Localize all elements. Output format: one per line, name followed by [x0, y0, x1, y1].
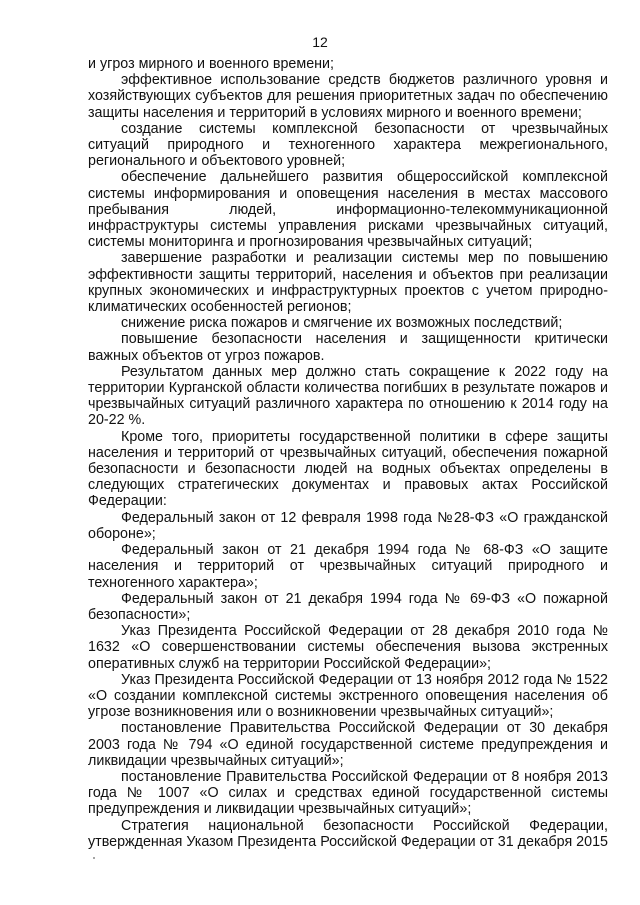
paragraph: создание системы комплексной безопасности от чрезвычайных ситуаций природного и техногенного характера межрегионального, регионального и объектового уровней;: [88, 120, 608, 170]
paragraph: снижение риска пожаров и смягчение их возможных последствий;: [121, 315, 563, 332]
paragraph: Федеральный закон от 21 декабря 1994 года № 68-ФЗ «О защите населения и территорий от чрезвычайных ситуаций природного и техногенного характера»;: [88, 542, 608, 591]
paragraph: завершение разработки и реализации системы мер по повышению эффективности защиты территорий, населения и объектов при реализации крупных экономических и инфраструктурных проектов с учетом природно-климатических особенностей регионов;: [88, 250, 608, 316]
paragraph: постановление Правительства Российской Федерации от 8 ноября 2013 года № 1007 «О силах и средствах единой государственной системы предупреждения и ликвидации чрезвычайных ситуаций»;: [88, 768, 608, 818]
paragraph: Результатом данных мер должно стать сокращение к 2022 году на территории Курганской области количества погибших в результате пожаров и чрезвычайных ситуаций различного характера по отношению к 2014 году на 20-22 %.: [88, 363, 608, 429]
scan-speck: [93, 857, 95, 859]
page-number: 12: [312, 34, 328, 50]
paragraph: и угроз мирного и военного времени;: [88, 56, 335, 72]
paragraph: Указ Президента Российской Федерации от 13 ноября 2012 года № 1522 «О создании комплексной системы экстренного оповещения населения об угрозе возникновения или о возникновении чрезвычайных ситуаций»;: [88, 671, 608, 721]
paragraph: постановление Правительства Российской Федерации от 30 декабря 2003 года № 794 «О единой государственной системе предупреждения и ликвидации чрезвычайных ситуаций»;: [88, 720, 608, 769]
document-body: [88, 56, 608, 850]
paragraph: Федеральный закон от 21 декабря 1994 года № 69-ФЗ «О пожарной безопасности»;: [88, 590, 608, 623]
paragraph: повышение безопасности населения и защищенности критически важных объектов от угроз пожаров.: [88, 331, 608, 364]
paragraph: эффективное использование средств бюджетов различного уровня и хозяйствующих субъектов для решения приоритетных задач по обеспечению защиты населения и территорий в условиях мирного и военного времени;: [88, 72, 608, 121]
paragraph: Указ Президента Российской Федерации от 28 декабря 2010 года № 1632 «О совершенствовании системы обеспечения вызова экстренных оперативных служб на территории Российской Федерации»;: [88, 623, 608, 672]
paragraph: обеспечение дальнейшего развития общероссийской комплексной системы информирования и оповещения населения в местах массового пребывания людей, информационно-телекоммуникационной инфраструктуры системы управления рисками чрезвычайных ситуаций, системы мониторинга и прогнозирования чрезвычайных ситуаций;: [88, 169, 608, 251]
paragraph: Федеральный закон от 12 февраля 1998 года №28-ФЗ «О гражданской обороне»;: [88, 509, 608, 542]
paragraph: Кроме того, приоритеты государственной политики в сфере защиты населения и территорий от чрезвычайных ситуаций, обеспечения пожарной безопасности и безопасности людей на водных объектах определены в следующих стратегических документах и правовых актах Российской Федерации:: [88, 428, 608, 510]
paragraph: Стратегия национальной безопасности Российской Федерации, утвержденная Указом Президента Российской Федерации от 31 декабря 2015: [88, 817, 608, 850]
